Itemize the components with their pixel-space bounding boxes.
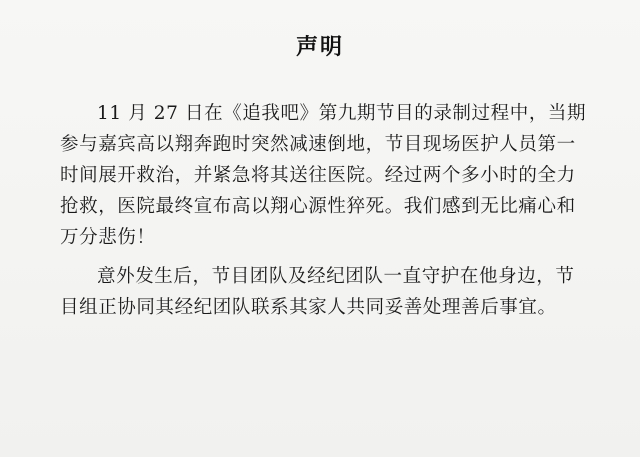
- paragraph-gap: [60, 253, 580, 261]
- paragraph-line: 抢救，医院最终宣布高以翔心源性猝死。我们感到无比痛心和: [60, 196, 576, 217]
- paragraph-line: 时间展开救治，并紧急将其送往医院。经过两个多小时的全力: [60, 165, 576, 186]
- paragraph-1: [60, 98, 587, 253]
- paragraph-line: 意外发生后，节目团队及经纪团队一直守护在他身边，节: [97, 266, 575, 287]
- document-title: 声明: [295, 35, 344, 60]
- document-body: [60, 98, 587, 323]
- paragraph-line: 参与嘉宾高以翔奔跑时突然减速倒地，节目现场医护人员第一: [60, 134, 576, 155]
- paragraph-line: 万分悲伤！: [60, 227, 156, 248]
- paragraph-line: 11 月 27 日在《追我吧》第九期节目的录制过程中，当期: [97, 103, 587, 124]
- paragraph-line: 目组正协同其经纪团队联系其家人共同妥善处理善后事宜。: [60, 297, 557, 318]
- paragraph-2: [60, 261, 580, 323]
